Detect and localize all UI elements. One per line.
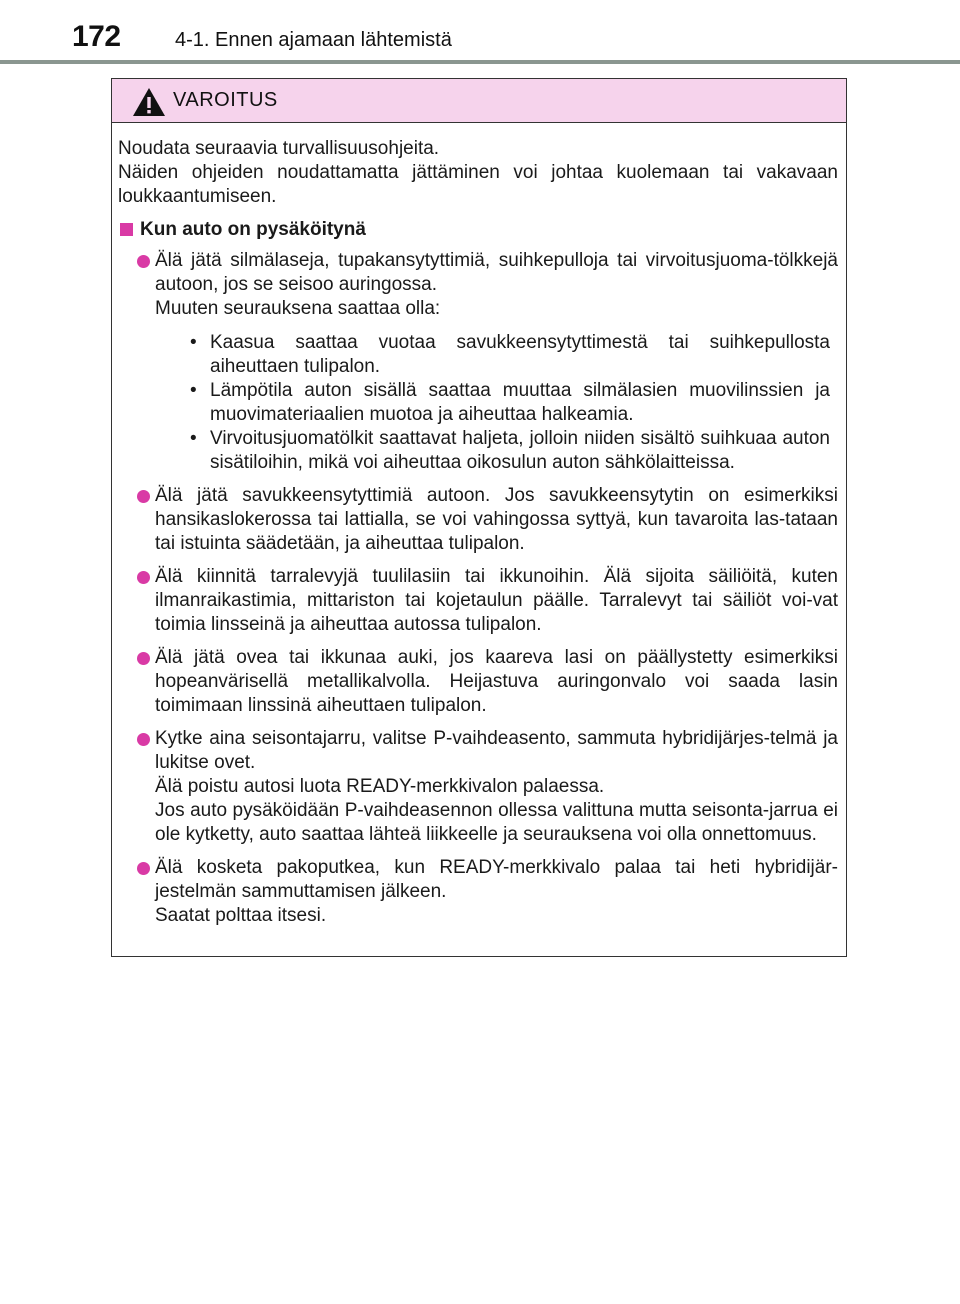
list-item-text: Jos auto pysäköidään P-vaihdeasennon ollessa valittuna mutta seisonta-jarrua ei ole kytketty, auto saattaa lähteä liikkeelle ja seurauksena voi olla onnettomuus. — [155, 800, 838, 845]
section-title: 4-1. Ennen ajamaan lähtemistä — [175, 29, 452, 51]
list-item-text: Älä kosketa pakoputkea, kun READY-merkkivalo palaa tai heti hybridijär-jestelmän sammuttamisen jälkeen. — [155, 857, 838, 902]
list-item — [118, 565, 838, 637]
list-item-text: Älä jätä ovea tai ikkunaa auki, jos kaareva lasi on päällystetty esimerkiksi hopeanvärisellä metallikalvolla. Heijastuva auringonvalo voi saada lasin toimimaan linssinä aiheuttaen tulipalon. — [155, 647, 838, 716]
list-item — [118, 484, 838, 556]
list-item-text: Älä jätä savukkeensytyttimiä autoon. Jos savukkeensytytin on esimerkiksi hansikaslokerossa tai lattialla, se voi vahingossa syttyä, kun tavaroita las-tataan tai istuinta säädetään, ja aiheuttaa tulipalon. — [155, 485, 838, 554]
section-heading-text: Kun auto on pysäköitynä — [140, 219, 366, 240]
list-item — [118, 646, 838, 718]
intro-line: Noudata seuraavia turvallisuusohjeita. — [118, 138, 440, 159]
round-bullet-icon — [137, 571, 150, 584]
intro-line: Näiden ohjeiden noudattamatta jättäminen voi johtaa kuolemaan tai vakavaan loukkaantumiseen. — [118, 162, 838, 207]
round-bullet-icon — [137, 733, 150, 746]
warning-title: VAROITUS — [173, 89, 278, 111]
list-item — [118, 249, 838, 475]
sub-list-item: • Kaasua saattaa vuotaa savukkeensytyttimestä tai suihkepullosta aiheuttaen tulipalon. — [190, 332, 830, 377]
header-divider — [0, 60, 960, 64]
list-item-text: Saatat polttaa itsesi. — [155, 905, 327, 926]
warning-content — [118, 137, 838, 928]
list-item-text: Älä kiinnitä tarralevyjä tuulilasiin tai ikkunoihin. Älä sijoita säiliöitä, kuten ilmanraikastimia, mittariston tai kojetaulun päälle. Tarralevyt tai säiliöt voi-vat toimia linsseinä ja aiheuttaa autossa tulipalon. — [155, 566, 838, 635]
list-item-text: Älä poistu autosi luota READY-merkkivalon palaessa. — [155, 776, 605, 797]
warning-header — [112, 79, 846, 123]
sub-list-item: • Virvoitusjuomatölkit saattavat haljeta, jolloin niiden sisältö suihkuaa auton sisätiloihin, mikä voi aiheuttaa oikosulun auton sähkölaitteissa. — [190, 428, 830, 473]
round-bullet-icon — [137, 490, 150, 503]
list-item-text: Älä jätä silmälaseja, tupakansytyttimiä, suihkepulloja tai virvoitusjuoma-tölkkejä autoon, jos se seisoo auringossa. — [155, 250, 838, 295]
round-bullet-icon — [137, 652, 150, 665]
sub-bullet: • — [190, 380, 197, 401]
warning-box — [111, 78, 847, 957]
sub-list — [155, 331, 830, 475]
sub-bullet: • — [190, 428, 197, 449]
list-item — [118, 727, 838, 847]
list-item-text: Muuten seurauksena saattaa olla: — [155, 298, 441, 319]
page-number: 172 — [72, 20, 121, 53]
round-bullet-icon — [137, 862, 150, 875]
round-bullet-icon — [137, 255, 150, 268]
sub-bullet: • — [190, 332, 197, 353]
square-bullet-icon — [120, 223, 133, 236]
section-heading — [118, 218, 838, 242]
page-header — [0, 0, 960, 62]
list-item — [118, 856, 838, 928]
list-item-text: Kytke aina seisontajarru, valitse P-vaihdeasento, sammuta hybridijärjes-telmä ja lukitse ovet. — [155, 728, 838, 773]
warning-triangle-icon — [132, 87, 166, 117]
sub-list-item: • Lämpötila auton sisällä saattaa muuttaa silmälasien muovilinssien ja muovimateriaalien muotoa ja aiheuttaa halkeamia. — [190, 380, 830, 425]
